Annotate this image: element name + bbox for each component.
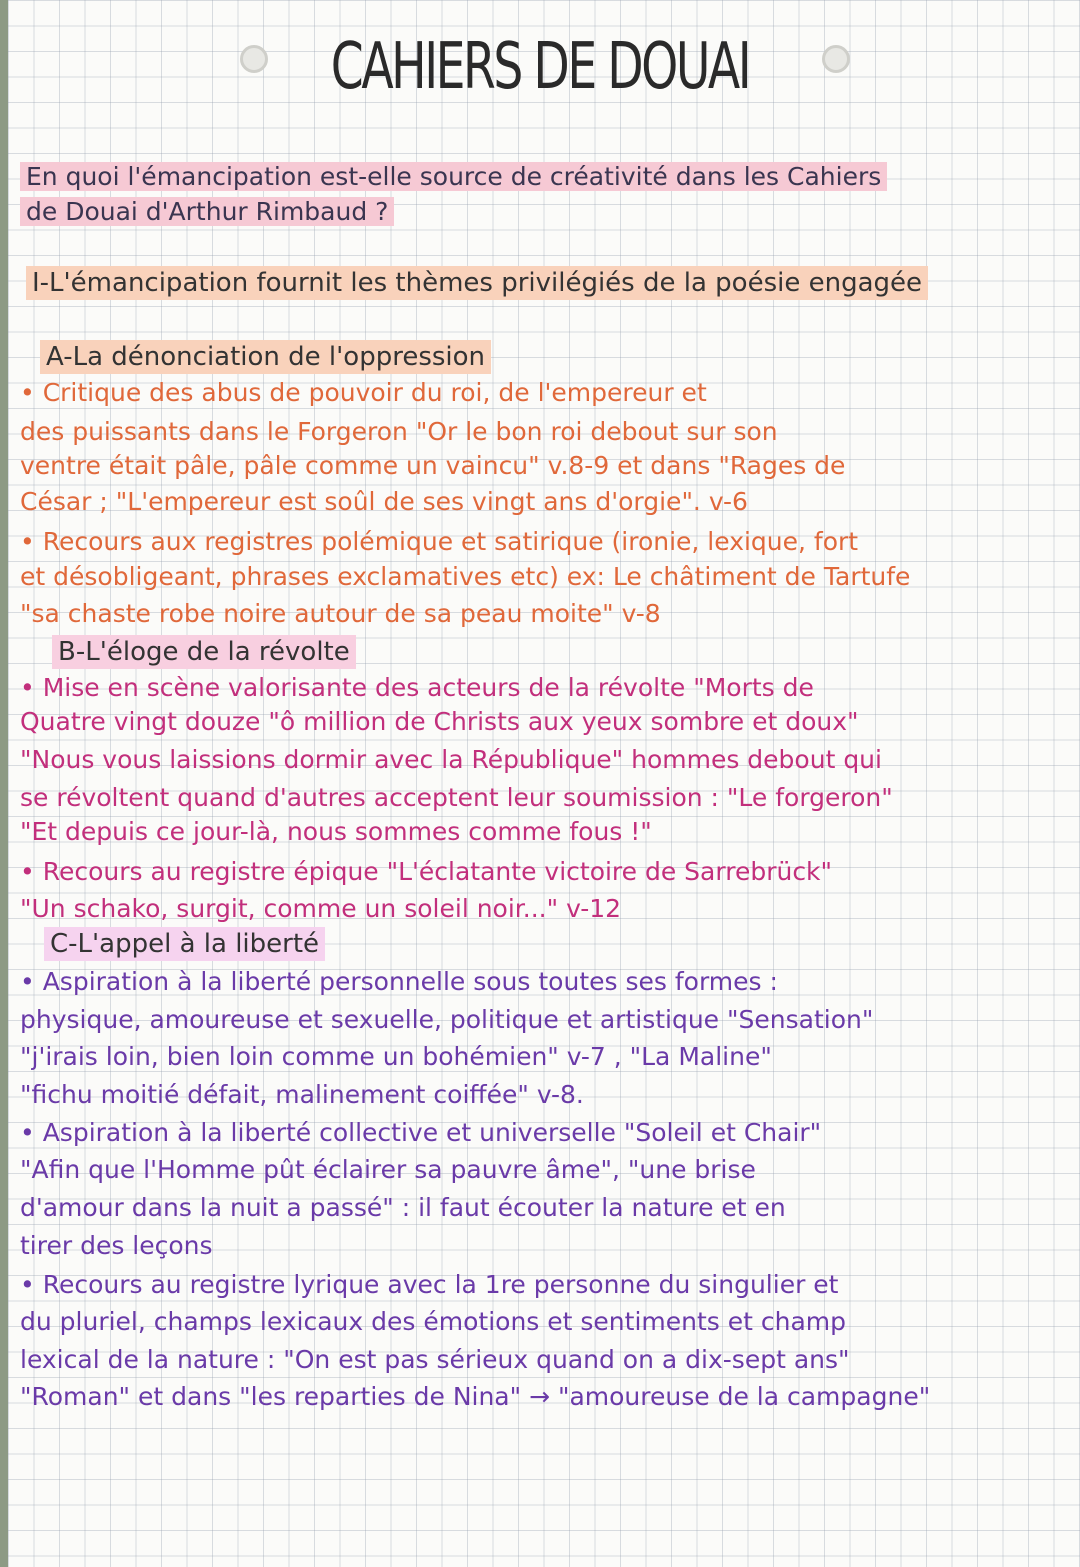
note-line: Quatre vingt douze "ô million de Christs aux yeux sombre et doux" — [20, 707, 859, 736]
page-title: CAHIERS DE DOUAI — [330, 30, 750, 104]
note-line: "j'irais loin, bien loin comme un bohémien" v-7 , "La Maline" — [20, 1042, 772, 1071]
note-line: César ; "L'empereur est soûl de ses vingt ans d'orgie". v-6 — [20, 487, 748, 516]
note-line: "Nous vous laissions dormir avec la République" hommes debout qui — [20, 745, 882, 774]
part-heading: I-L'émancipation fournit les thèmes privilégiés de la poésie engagée — [26, 266, 928, 300]
note-line: d'amour dans la nuit a passé" : il faut écouter la nature et en — [20, 1193, 786, 1222]
section-a-heading: A-La dénonciation de l'oppression — [40, 340, 491, 374]
note-line: se révoltent quand d'autres acceptent leur soumission : "Le forgeron" — [20, 783, 893, 812]
note-line: • Critique des abus de pouvoir du roi, de l'empereur et — [20, 378, 707, 407]
note-line: • Aspiration à la liberté personnelle sous toutes ses formes : — [20, 967, 778, 996]
question-text: de Douai d'Arthur Rimbaud ? — [20, 197, 394, 226]
note-line: des puissants dans le Forgeron "Or le bon roi debout sur son — [20, 417, 778, 446]
note-line: "sa chaste robe noire autour de sa peau moite" v-8 — [20, 599, 661, 628]
question-line — [20, 160, 887, 194]
note-line: "Afin que l'Homme pût éclairer sa pauvre âme", "une brise — [20, 1155, 756, 1184]
note-line: lexical de la nature : "On est pas sérieux quand on a dix-sept ans" — [20, 1345, 850, 1374]
note-line: • Aspiration à la liberté collective et universelle "Soleil et Chair" — [20, 1118, 822, 1147]
section-c-heading: C-L'appel à la liberté — [44, 927, 325, 961]
question-line — [20, 195, 394, 229]
note-line: • Recours aux registres polémique et satirique (ironie, lexique, fort — [20, 527, 859, 556]
note-line: "Roman" et dans "les reparties de Nina" → "amoureuse de la campagne" — [20, 1382, 931, 1411]
note-line: • Mise en scène valorisante des acteurs de la révolte "Morts de — [20, 673, 814, 702]
question-text: En quoi l'émancipation est-elle source de créativité dans les Cahiers — [20, 162, 887, 191]
section-b-heading: B-L'éloge de la révolte — [52, 635, 356, 669]
notebook-edge — [0, 0, 8, 1567]
note-line: ventre était pâle, pâle comme un vaincu" v.8-9 et dans "Rages de — [20, 451, 846, 480]
note-line: et désobligeant, phrases exclamatives etc) ex: Le châtiment de Tartufe — [20, 562, 911, 591]
note-line: • Recours au registre lyrique avec la 1re personne du singulier et — [20, 1270, 839, 1299]
note-line: "Un schako, surgit, comme un soleil noir..." v-12 — [20, 894, 622, 923]
note-line: • Recours au registre épique "L'éclatante victoire de Sarrebrück" — [20, 857, 833, 886]
note-line: du pluriel, champs lexicaux des émotions et sentiments et champ — [20, 1307, 847, 1336]
note-line: tirer des leçons — [20, 1231, 213, 1260]
note-line: "fichu moitié défait, malinement coiffée" v-8. — [20, 1080, 584, 1109]
note-line: "Et depuis ce jour-là, nous sommes comme fous !" — [20, 817, 652, 846]
note-line: physique, amoureuse et sexuelle, politique et artistique "Sensation" — [20, 1005, 874, 1034]
